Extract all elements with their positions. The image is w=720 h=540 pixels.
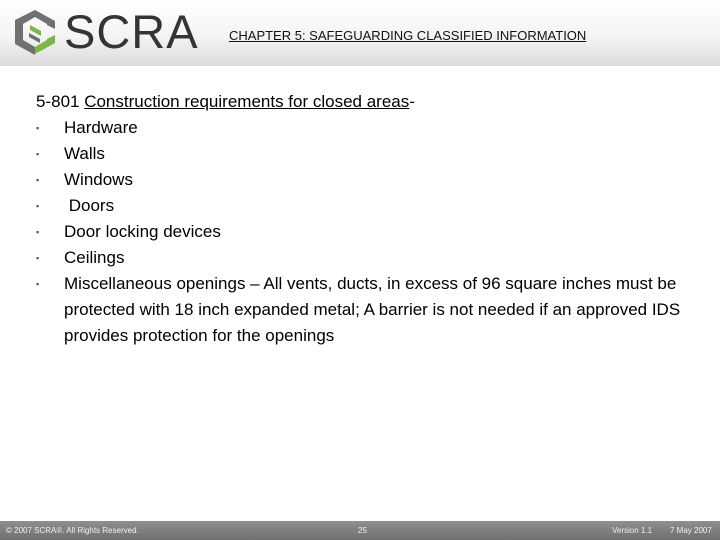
- list-item-text: Miscellaneous openings – All vents, ducts, in excess of 96 square inches must be protected with 18 inch expanded metal; A barrier is not needed if an approved IDS provides protection for the openings: [64, 274, 685, 345]
- bullet-icon: ▪: [36, 123, 40, 133]
- bullet-icon: ▪: [36, 149, 40, 159]
- chapter-title: CHAPTER 5: SAFEGUARDING CLASSIFIED INFORMATION: [229, 28, 587, 43]
- list-item-text: Doors: [64, 196, 115, 215]
- list-item: [36, 271, 686, 349]
- list-item-text: Ceilings: [64, 248, 125, 267]
- list-item: [36, 245, 686, 271]
- bullet-icon: ▪: [36, 253, 40, 263]
- requirements-list: [36, 115, 686, 349]
- slide-content: [36, 89, 686, 349]
- slide-footer: [0, 521, 720, 540]
- list-item: [36, 219, 686, 245]
- bullet-icon: ▪: [36, 227, 40, 237]
- section-title: Construction requirements for closed areas: [84, 92, 410, 111]
- date-text: 7 May 2007: [670, 526, 712, 535]
- scra-logo-icon: [10, 7, 60, 57]
- list-item-text: Walls: [64, 144, 105, 163]
- list-item: [36, 167, 686, 193]
- version-text: Version 1.1: [612, 526, 653, 535]
- section-title-suffix: -: [409, 92, 415, 111]
- bullet-icon: ▪: [36, 279, 40, 289]
- logo-wordmark: SCRA: [64, 5, 199, 58]
- list-item-text: Hardware: [64, 118, 138, 137]
- list-item: [36, 193, 686, 219]
- list-item: [36, 141, 686, 167]
- page-number: 25: [358, 526, 367, 535]
- list-item-text: Windows: [64, 170, 133, 189]
- section-code: 5-801: [36, 92, 85, 111]
- bullet-icon: ▪: [36, 201, 40, 211]
- section-heading: [36, 89, 686, 115]
- list-item: [36, 115, 686, 141]
- list-item-text: Door locking devices: [64, 222, 221, 241]
- slide-header: [0, 0, 720, 66]
- copyright-text: © 2007 SCRA®. All Rights Reserved.: [6, 526, 139, 535]
- bullet-icon: ▪: [36, 175, 40, 185]
